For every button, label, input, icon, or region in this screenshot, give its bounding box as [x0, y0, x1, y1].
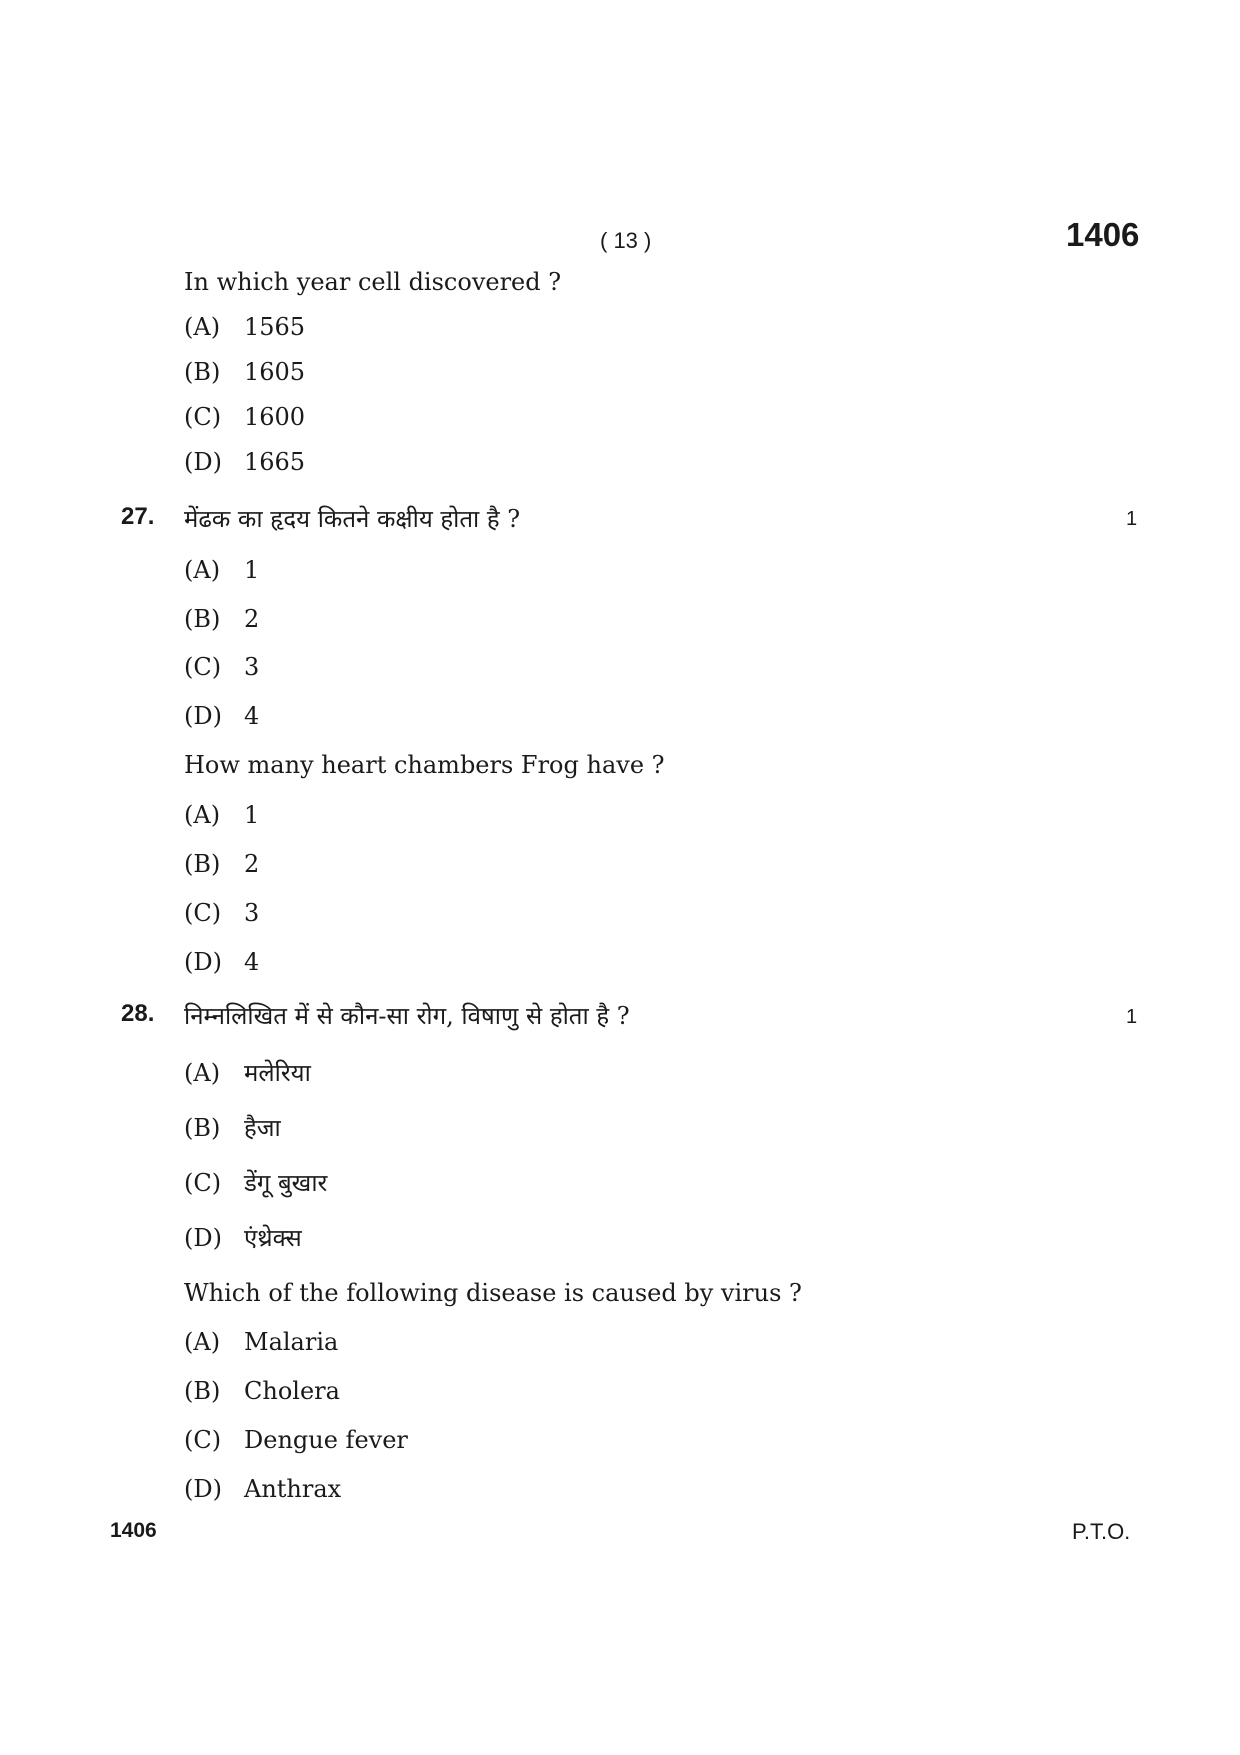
q26-option-d: [184, 448, 305, 476]
option-label: (C): [184, 899, 222, 927]
option-value: 1: [244, 801, 260, 829]
option-label: (C): [184, 653, 222, 681]
q27-english-option-a: [184, 801, 259, 829]
page-number: ( 13 ): [600, 228, 652, 253]
option-value: 1600: [244, 403, 306, 431]
q28-english-option-a: [184, 1328, 338, 1356]
option-label: (B): [184, 358, 221, 386]
option-value: 1665: [244, 448, 306, 476]
option-label: (A): [184, 313, 221, 341]
q28-marks: 1: [1126, 1006, 1138, 1028]
option-label: (B): [184, 850, 221, 878]
q27-english-text: How many heart chambers Frog have ?: [184, 751, 665, 779]
q26-option-a: [184, 313, 305, 341]
option-value: 2: [244, 605, 260, 633]
option-label: (D): [184, 948, 222, 976]
option-label: (D): [184, 1224, 222, 1252]
option-label: (D): [184, 702, 222, 730]
option-label: (D): [184, 448, 222, 476]
q27-english-option-d: [184, 948, 259, 976]
q28-hindi-option-a: [184, 1056, 311, 1089]
option-label: (C): [184, 1426, 222, 1454]
option-label: (A): [184, 801, 221, 829]
option-value: 1565: [244, 313, 306, 341]
option-value: 1: [244, 556, 260, 584]
q28-number: 28.: [121, 1000, 155, 1027]
q28-english-option-b: [184, 1377, 340, 1405]
option-value: हैजा: [244, 1114, 281, 1142]
option-value: 2: [244, 850, 260, 878]
q26-option-c: [184, 403, 305, 431]
q27-hindi-option-c: [184, 653, 259, 681]
option-value: डेंगू बुखार: [244, 1169, 328, 1197]
option-value: 3: [244, 653, 260, 681]
option-value: Dengue fever: [244, 1426, 408, 1454]
q27-marks: 1: [1126, 508, 1138, 530]
option-value: एंथ्रेक्स: [244, 1224, 302, 1252]
q27-hindi-option-a: [184, 556, 259, 584]
q26-english-text: In which year cell discovered ?: [184, 268, 562, 296]
paper-code-top: 1406: [1066, 216, 1140, 253]
option-label: (A): [184, 556, 221, 584]
option-value: 1605: [244, 358, 306, 386]
option-value: मलेरिया: [244, 1059, 311, 1087]
q27-english-option-b: [184, 850, 259, 878]
option-value: Anthrax: [244, 1475, 342, 1503]
option-label: (C): [184, 1169, 222, 1197]
option-value: Malaria: [244, 1328, 339, 1356]
q28-hindi-text: निम्नलिखित में से कौन-सा रोग, विषाणु से होता है ?: [184, 1002, 630, 1030]
pto-label: P.T.O.: [1072, 1519, 1131, 1544]
option-value: 3: [244, 899, 260, 927]
q27-english-option-c: [184, 899, 259, 927]
q28-hindi-option-c: [184, 1166, 327, 1199]
q27-hindi-text: मेंढक का हृदय कितने कक्षीय होता है ?: [184, 505, 521, 533]
q27-number: 27.: [121, 503, 155, 530]
option-value: 4: [244, 702, 260, 730]
option-value: 4: [244, 948, 260, 976]
q28-english-text: Which of the following disease is caused by virus ?: [184, 1279, 802, 1307]
option-label: (A): [184, 1059, 221, 1087]
option-label: (B): [184, 1377, 221, 1405]
q28-english-option-c: [184, 1426, 408, 1454]
option-label: (D): [184, 1475, 222, 1503]
option-value: Cholera: [244, 1377, 340, 1405]
q28-hindi-option-b: [184, 1111, 281, 1144]
option-label: (A): [184, 1328, 221, 1356]
option-label: (B): [184, 1114, 221, 1142]
option-label: (C): [184, 403, 222, 431]
q26-option-b: [184, 358, 305, 386]
q28-english-option-d: [184, 1475, 341, 1503]
q28-hindi-option-d: [184, 1221, 302, 1254]
option-label: (B): [184, 605, 221, 633]
q27-hindi-option-b: [184, 605, 259, 633]
q27-hindi-option-d: [184, 702, 259, 730]
paper-code-bottom: 1406: [110, 1519, 157, 1542]
